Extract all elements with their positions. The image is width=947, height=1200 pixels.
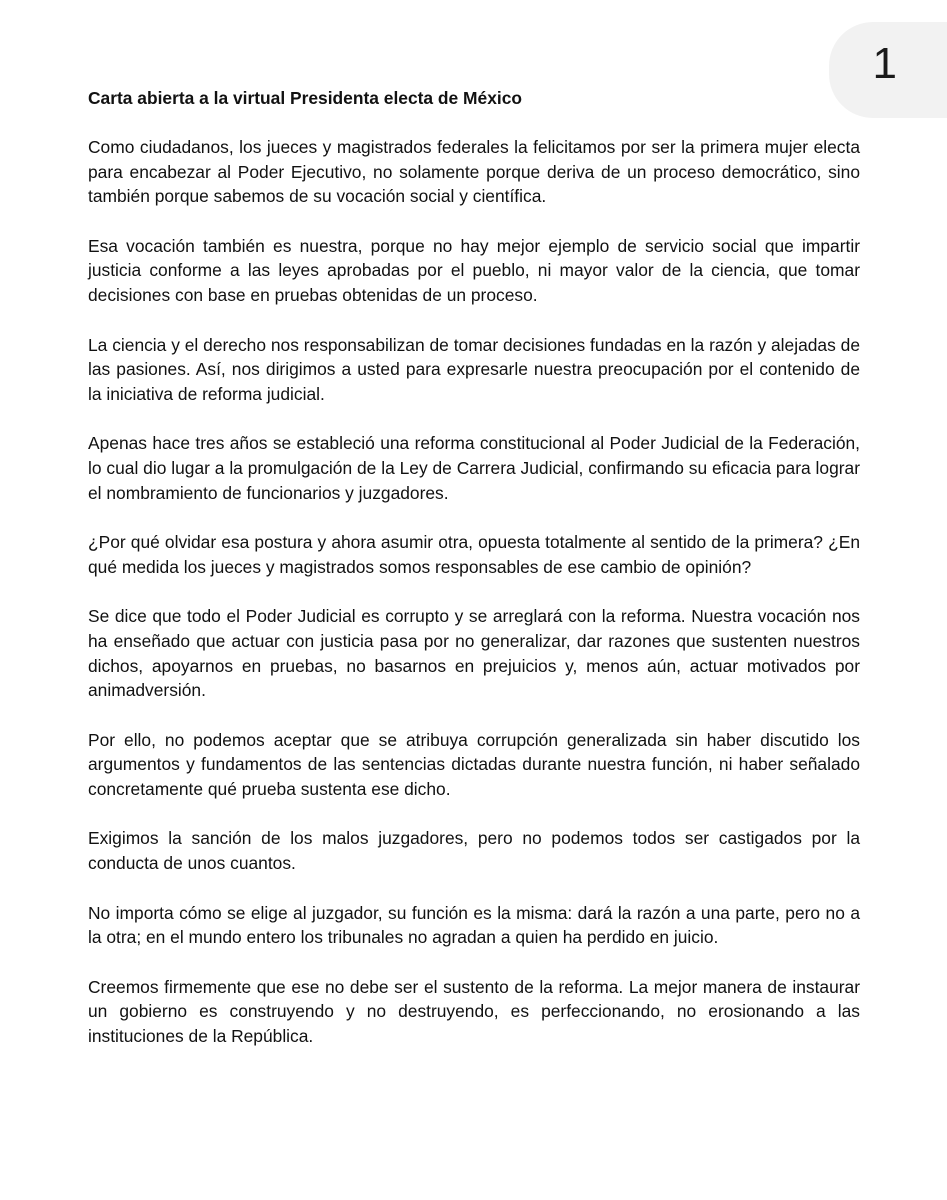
- paragraph-7: Por ello, no podemos aceptar que se atribuya corrupción generalizada sin haber discutido los argumentos y fundamentos de las sentencias dictadas durante nuestra función, ni haber señalado concretamente qué prueba sustenta ese dicho.: [88, 729, 860, 799]
- page-number: 1: [872, 39, 897, 88]
- paragraph-9: No importa cómo se elige al juzgador, su función es la misma: dará la razón a una parte, pero no a la otra; en el mundo entero los tribunales no agradan a quien ha perdido en juicio.: [88, 902, 860, 948]
- paragraph-6: Se dice que todo el Poder Judicial es corrupto y se arreglará con la reforma. Nuestra vocación nos ha enseñado que actuar con justicia pasa por no generalizar, dar razones que sustenten nuestros dichos, apoyarnos en pruebas, no basarnos en prejuicios y, menos aún, actuar motivados por animadversión.: [88, 606, 860, 701]
- paragraph-2: Esa vocación también es nuestra, porque no hay mejor ejemplo de servicio social que impartir justicia conforme a las leyes aprobadas por el pueblo, ni mayor valor de la ciencia, que tomar decisiones con base en pruebas obtenidas de un proceso.: [88, 235, 860, 305]
- paragraph-3: La ciencia y el derecho nos responsabilizan de tomar decisiones fundadas en la razón y alejadas de las pasiones. Así, nos dirigimos a usted para expresarle nuestra preocupación por el contenido de la iniciativa de reforma judicial.: [88, 334, 860, 404]
- letter-body: [88, 86, 860, 1074]
- paragraph-1: Como ciudadanos, los jueces y magistrados federales la felicitamos por ser la primera mujer electa para encabezar al Poder Ejecutivo, no solamente porque deriva de un proceso democrático, sino también porque sabemos de su vocación social y científica.: [88, 137, 860, 207]
- letter-title: Carta abierta a la virtual Presidenta electa de México: [88, 88, 522, 108]
- paragraph-4: Apenas hace tres años se estableció una reforma constitucional al Poder Judicial de la Federación, lo cual dio lugar a la promulgación de la Ley de Carrera Judicial, confirmando su eficacia para lograr el nombramiento de funcionarios y juzgadores.: [88, 433, 860, 503]
- paragraph-8: Exigimos la sanción de los malos juzgadores, pero no podemos todos ser castigados por la conducta de unos cuantos.: [88, 828, 860, 874]
- paragraph-5: ¿Por qué olvidar esa postura y ahora asumir otra, opuesta totalmente al sentido de la primera? ¿En qué medida los jueces y magistrados somos responsables de ese cambio de opinión?: [88, 532, 860, 577]
- paragraph-10: Creemos firmemente que ese no debe ser el sustento de la reforma. La mejor manera de instaurar un gobierno es construyendo y no destruyendo, es perfeccionando, no erosionando a las instituciones de la República.: [88, 976, 860, 1047]
